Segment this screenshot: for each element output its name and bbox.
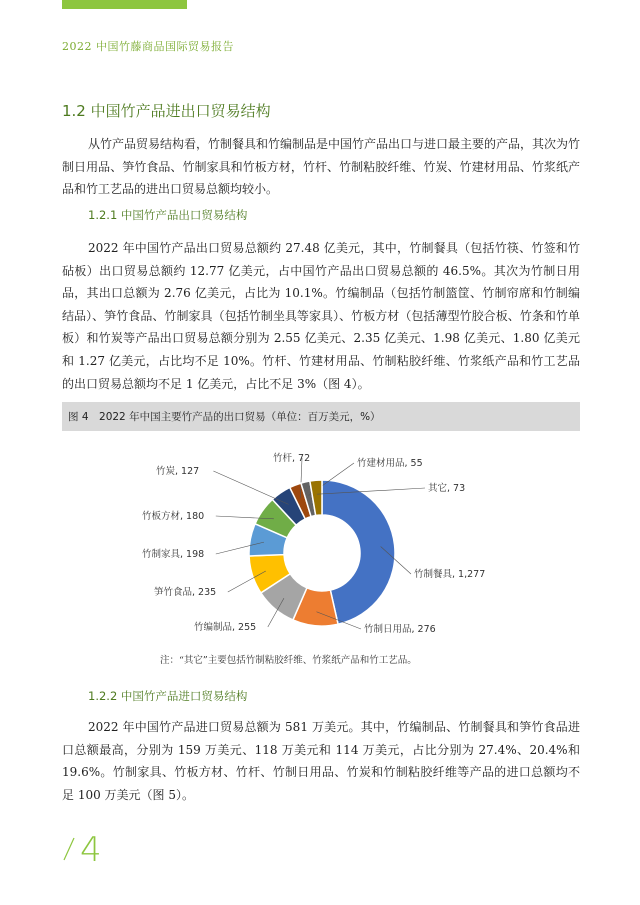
figure-title-bar [62,402,580,431]
slice-label-3: 竹编制品, 255 [194,622,257,633]
leader-line-7 [213,471,288,504]
figure-title: 图 4 2022 年中国主要竹产品的出口贸易（单位：百万美元，%） [68,411,381,423]
page-number: 4 [80,830,102,870]
section-heading: 1.2 中国竹产品进出口贸易结构 [62,102,271,120]
slice-label-8: 竹杆, 72 [273,453,311,464]
running-header: 2022 中国竹藤商品国际贸易报告 [62,40,234,53]
slice-label-5: 竹制家具, 198 [142,549,205,560]
export-heading: 1.2.1 中国竹产品出口贸易结构 [88,208,248,222]
intro-paragraph [62,133,580,201]
export-text: 2022 年中国竹产品出口贸易总额约 27.48 亿美元，其中，竹制餐具（包括竹筷、竹签和竹砧板）出口贸易总额约 12.77 亿美元，占中国竹产品出口贸易总额的 46.5%。其次为竹制日用品，其出口总额为 2.76 亿美元，占比为 10.1%。竹编制品（包括竹制篮筐、竹制帘席和竹制编结品）、笋竹食品、竹制家具（包括竹制坐具等家具）、竹板方材（包括薄型竹胶合板、竹条和竹单板）和竹炭等产品出口贸易总额分别为 2.55 亿美元、2.35 亿美元、1.98 亿美元、1.80 亿美元和 1.27 亿美元，占比均不足 10%。竹杆、竹建材用品、竹制粘胶纤维、竹浆纸产品和竹工艺品的出口贸易总额均不足 1 亿美元，占比不足 3%（图 4）。 [62,241,580,391]
slice-label-4: 笋竹食品, 235 [154,587,217,598]
figure-note: 注：“其它”主要包括竹制粘胶纤维、竹浆纸产品和竹工艺品。 [160,655,417,666]
intro-text: 从竹产品贸易结构看，竹制餐具和竹编制品是中国竹产品出口与进口最主要的产品，其次为竹制日用品、笋竹食品、竹制家具和竹板方材，竹杆、竹制粘胶纤维、竹炭、竹建材用品、竹浆纸产品和竹工艺品的进出口贸易总额均较小。 [62,137,581,197]
import-heading: 1.2.2 中国竹产品进口贸易结构 [88,689,248,703]
import-text: 2022 年中国竹产品进口贸易总额为 581 万美元。其中，竹编制品、竹制餐具和笋竹食品进口总额最高，分别为 159 万美元、118 万美元和 114 万美元，占比分别为 27.4%、20.4%和 19.6%。竹制家具、竹板方材、竹杆、竹制日用品、竹炭和竹制粘胶纤维等产品的进口总额均不足 100 万美元（图 5）。 [62,720,580,802]
page-number-slash [62,836,76,862]
slice-label-7: 竹炭, 127 [156,466,200,477]
top-accent-bar [62,0,187,9]
slice-label-10: 其它, 73 [428,483,466,494]
slice-label-9: 竹建材用品, 55 [357,458,423,469]
export-paragraph [62,237,580,395]
slice-label-6: 竹板方材, 180 [142,511,205,522]
import-paragraph [62,716,580,806]
slice-label-1: 竹制餐具, 1,277 [414,569,486,580]
slice-label-2: 竹制日用品, 276 [364,624,436,635]
export-donut-chart [62,440,580,645]
